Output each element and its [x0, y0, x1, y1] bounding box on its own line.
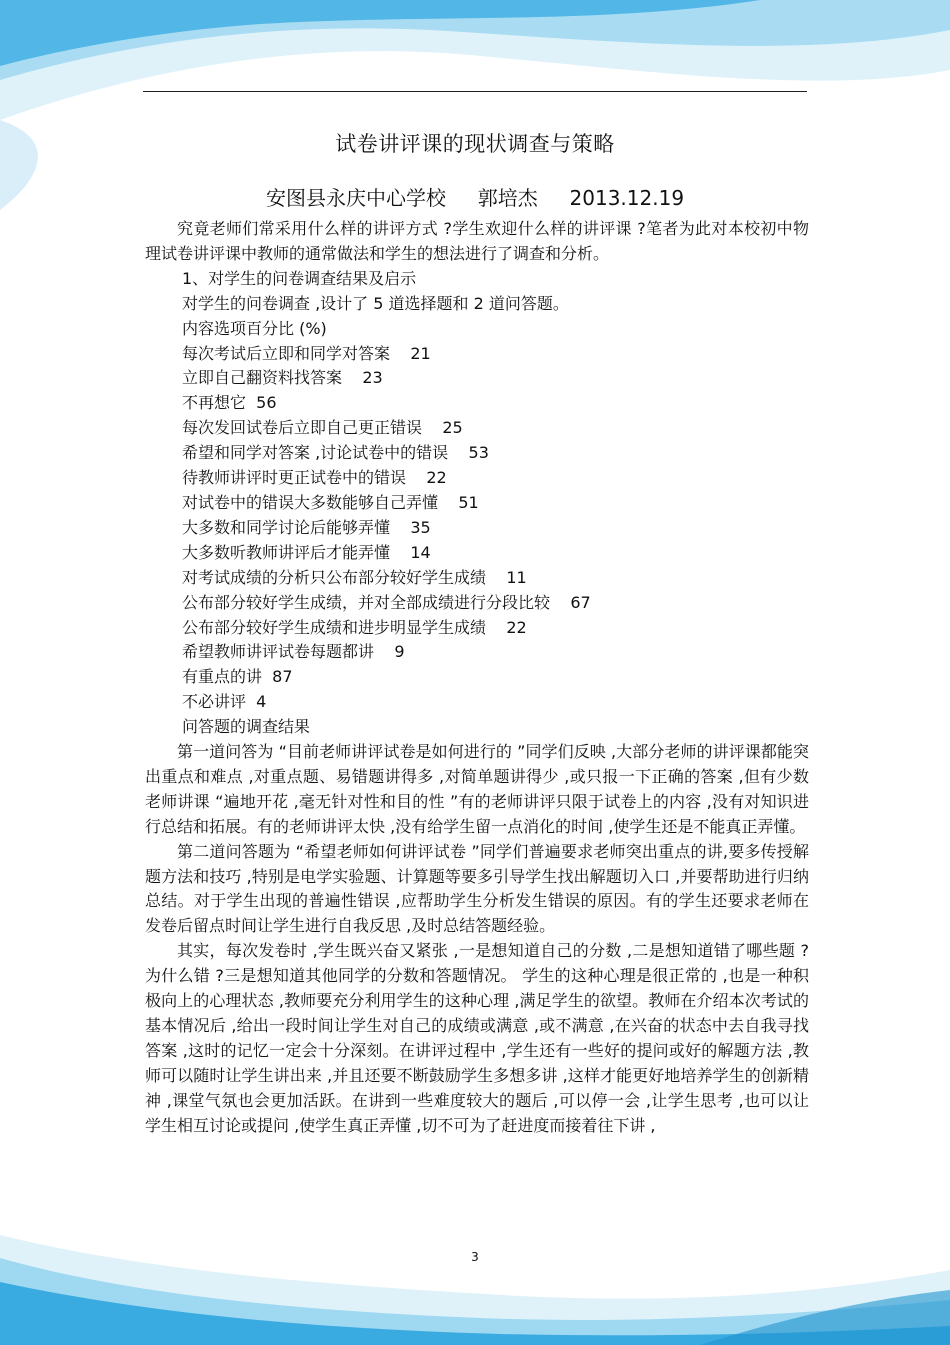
list-item: 大多数和同学讨论后能够弄懂 35 [182, 517, 431, 537]
list-item: 公布部分较好学生成绩和进步明显学生成绩 22 [182, 617, 527, 637]
body-paragraph: 第一道问答为 “目前老师讲评试卷是如何进行的 ”同学们反映 ,大部分老师的讲评课都能突出重点和难点 ,对重点题、易错题讲得多 ,对简单题讲得少 ,或只报一下正确的答案 ,但有少数老师讲课 “遍地开花 ,毫无针对性和目的性 ”有的老师讲评只限于试卷上的内容 ,没有对知识进行总结和拓展。有的老师讲评太快 ,没有给学生留一点消化的时间 ,使学生还是不能真正弄懂。 [145, 742, 809, 836]
list-item: 对考试成绩的分析只公布部分较好学生成绩 11 [182, 567, 527, 587]
list-item: 对学生的问卷调查 ,设计了 5 道选择题和 2 道问答题。 [182, 293, 569, 313]
list-item: 每次发回试卷后立即自己更正错误 25 [182, 418, 463, 438]
intro-paragraph: 究竟老师们常采用什么样的讲评方式 ?学生欢迎什么样的讲评课 ?笔者为此对本校初中物理试卷讲评课中教师的通常做法和学生的想法进行了调查和分析。 [145, 219, 809, 263]
header-rule [143, 91, 807, 92]
page-number: 3 [471, 1250, 479, 1264]
document-title: 试卷讲评课的现状调查与策略 [335, 132, 615, 156]
list-item: 问答题的调查结果 [182, 717, 311, 737]
author-line: 安图县永庆中心学校 郭培杰 2013.12.19 [265, 186, 685, 210]
body-paragraph: 其实，每次发卷时 ,学生既兴奋又紧张 ,一是想知道自己的分数 ,二是想知道错了哪些题 ?为什么错 ?三是想知道其他同学的分数和答题情况。 学生的这种心理是很正常的 ,也是一种积极向上的心理状态 ,教师要充分利用学生的这种心理 ,满足学生的欲望。教师在介绍本次考试的基本情况后 ,给出一段时间让学生对自己的成绩或满意 ,或不满意 ,在兴奋的状态中去自我寻找答案 ,这时的记忆一定会十分深刻。在讲评过程中 ,学生还有一些好的提问或好的解题方法 ,教师可以随时让学生讲出来 ,并且还要不断鼓励学生多想多讲 ,这样才能更好地培养学生的创新精神 ,课堂气氛也会更加活跃。在讲到一些难度较大的题后 ,可以停一会 ,让学生思考 ,也可以让学生相互讨论或提问 ,使学生真正弄懂 ,切不可为了赶进度而接着往下讲 , [145, 941, 809, 1135]
body-paragraph: 第二道问答题为 “希望老师如何讲评试卷 ”同学们普遍要求老师突出重点的讲,要多传授解题方法和技巧 ,特别是电学实验题、计算题等要多引导学生找出解题切入口 ,并要帮助进行归纳总结。对于学生出现的普遍性错误 ,应帮助学生分析发生错误的原因。有的学生还要求老师在发卷后留点时间让学生进行自我反思 ,及时总结答题经验。 [145, 841, 809, 936]
list-item: 有重点的讲 87 [182, 667, 293, 687]
list-item: 1、对学生的问卷调查结果及启示 [182, 268, 417, 288]
list-item: 希望教师讲评试卷每题都讲 9 [182, 642, 405, 662]
list-item: 大多数听教师讲评后才能弄懂 14 [182, 542, 431, 562]
list-item: 不再想它 56 [182, 393, 277, 413]
list-item: 每次考试后立即和同学对答案 21 [182, 343, 431, 363]
list-item: 内容选项百分比 (%) [182, 318, 327, 338]
list-item: 待教师讲评时更正试卷中的错误 22 [182, 468, 447, 488]
list-item: 公布部分较好学生成绩，并对全部成绩进行分段比较 67 [182, 592, 591, 612]
list-item: 不必讲评 4 [182, 692, 267, 712]
list-item: 对试卷中的错误大多数能够自己弄懂 51 [182, 492, 479, 512]
list-item: 希望和同学对答案 ,讨论试卷中的错误 53 [182, 443, 489, 463]
document-body [145, 217, 809, 1139]
list-item: 立即自己翻资料找答案 23 [182, 368, 383, 388]
